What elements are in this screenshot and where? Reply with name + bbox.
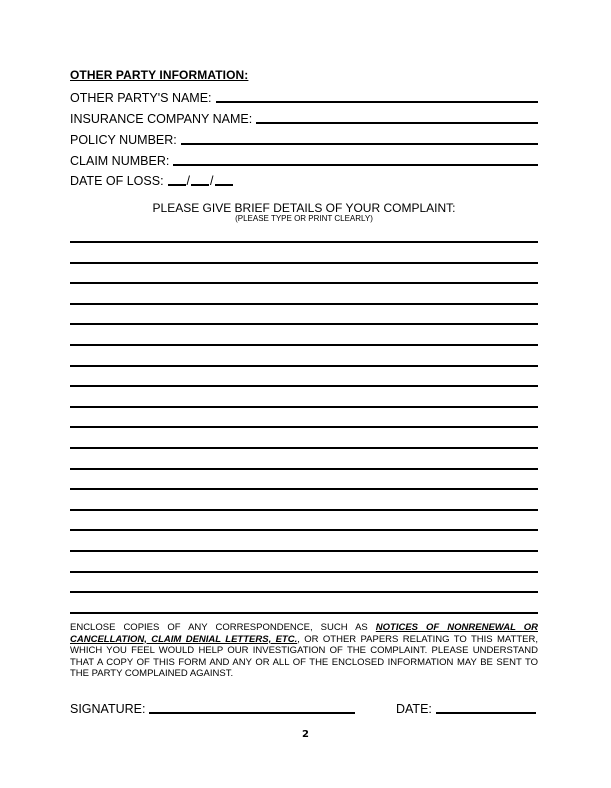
date-separator: / <box>186 174 191 188</box>
complaint-line[interactable] <box>70 365 538 367</box>
complaint-line[interactable] <box>70 591 538 593</box>
notice-emphasis: NOTICES OF NONRENEWAL OR CANCELLATION, CLAIM DENIAL LETTERS, ETC. <box>70 622 538 645</box>
complaint-line[interactable] <box>70 282 538 284</box>
signature-label: SIGNATURE: <box>70 702 146 716</box>
complaint-line[interactable] <box>70 323 538 325</box>
enclosure-notice <box>70 622 538 680</box>
date-year-line[interactable] <box>215 184 233 186</box>
complaint-line[interactable] <box>70 550 538 552</box>
date-day-line[interactable] <box>191 184 209 186</box>
complaint-line[interactable] <box>70 509 538 511</box>
date-line[interactable] <box>436 712 536 714</box>
complaint-line[interactable] <box>70 571 538 573</box>
signature-field[interactable] <box>70 700 355 716</box>
section-title: OTHER PARTY INFORMATION: <box>70 68 249 82</box>
complaint-prompt: PLEASE GIVE BRIEF DETAILS OF YOUR COMPLAINT: <box>152 201 456 215</box>
date-of-loss-label: DATE OF LOSS: <box>70 174 164 188</box>
complaint-line[interactable] <box>70 406 538 408</box>
complaint-instruction: (PLEASE TYPE OR PRINT CLEARLY) <box>235 214 373 223</box>
insurance-company-label: INSURANCE COMPANY NAME: <box>70 112 253 126</box>
complaint-line[interactable] <box>70 468 538 470</box>
policy-number-label: POLICY NUMBER: <box>70 133 177 147</box>
party-name-field[interactable] <box>70 89 538 105</box>
notice-text-cont: , OR OTHER PAPERS RELATING TO THIS MATTER, WHICH YOU FEEL WOULD HELP OUR INVESTIGATION OF THE COMPLAINT. PLEASE UNDERSTAND THAT A COPY OF THIS FORM AND ANY OR ALL OF THE ENCLOSED INFORMATION MAY BE SENT TO THE PARTY COMPLAINED AGAINST. <box>70 633 538 679</box>
date-of-loss-field[interactable] <box>70 172 233 188</box>
claim-number-label: CLAIM NUMBER: <box>70 154 170 168</box>
date-field[interactable] <box>396 700 536 716</box>
insurance-company-field[interactable] <box>70 110 538 126</box>
page-number: 2 <box>302 729 309 740</box>
complaint-line[interactable] <box>70 612 538 614</box>
notice-text: ENCLOSE COPIES OF ANY CORRESPONDENCE, SUCH AS <box>70 622 376 633</box>
complaint-line[interactable] <box>70 241 538 243</box>
party-name-label: OTHER PARTY'S NAME: <box>70 91 212 105</box>
date-label: DATE: <box>396 702 432 716</box>
complaint-line[interactable] <box>70 447 538 449</box>
complaint-line[interactable] <box>70 426 538 428</box>
complaint-line[interactable] <box>70 385 538 387</box>
complaint-line[interactable] <box>70 303 538 305</box>
complaint-line[interactable] <box>70 488 538 490</box>
complaint-line[interactable] <box>70 262 538 264</box>
date-month-line[interactable] <box>168 184 186 186</box>
complaint-line[interactable] <box>70 529 538 531</box>
claim-number-line[interactable] <box>173 164 538 166</box>
party-name-line[interactable] <box>216 101 538 103</box>
policy-number-field[interactable] <box>70 131 538 147</box>
policy-number-line[interactable] <box>181 143 538 145</box>
claim-number-field[interactable] <box>70 152 538 168</box>
date-separator: / <box>210 174 214 188</box>
signature-line[interactable] <box>149 712 355 714</box>
complaint-line[interactable] <box>70 344 538 346</box>
insurance-company-line[interactable] <box>256 122 538 124</box>
